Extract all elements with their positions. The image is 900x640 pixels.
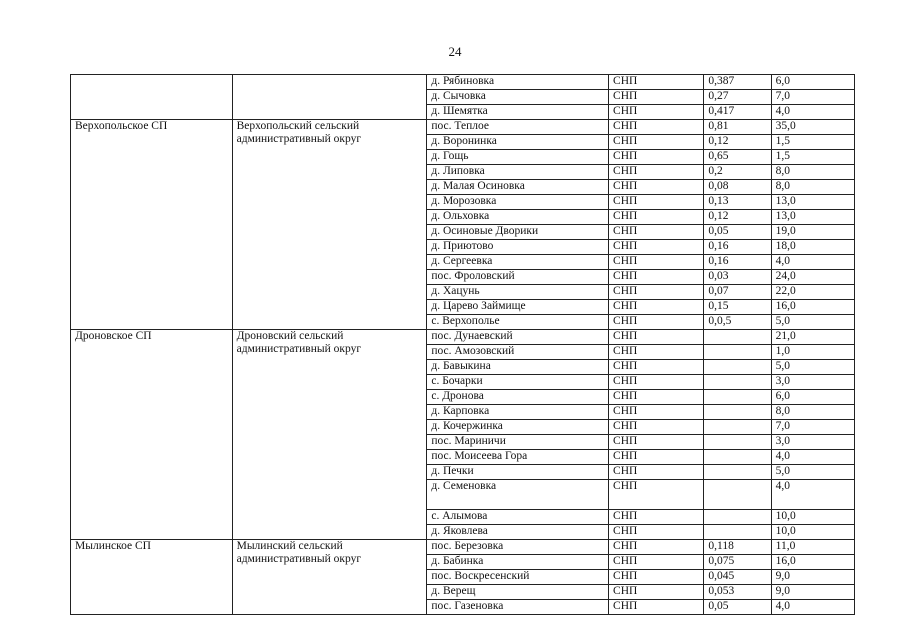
count-value-cell: 9,0 — [771, 585, 854, 600]
count-value-cell: 4,0 — [771, 450, 854, 465]
count-value-cell: 10,0 — [771, 510, 854, 525]
locality-name-cell: пос. Мариничи — [427, 435, 609, 450]
area-value-cell — [704, 435, 771, 450]
locality-type-cell: СНП — [609, 555, 704, 570]
page-number: 24 — [448, 44, 462, 59]
locality-type-cell: СНП — [609, 285, 704, 300]
count-value-cell: 4,0 — [771, 105, 854, 120]
count-value-cell: 13,0 — [771, 210, 854, 225]
settlement-cell: Дроновское СП — [71, 330, 233, 540]
locality-name-cell: с. Бочарки — [427, 375, 609, 390]
area-value-cell — [704, 330, 771, 345]
locality-type-cell: СНП — [609, 135, 704, 150]
locality-name-cell: пос. Моисеева Гора — [427, 450, 609, 465]
count-value-cell: 6,0 — [771, 75, 854, 90]
count-value-cell: 1,0 — [771, 345, 854, 360]
locality-name-cell: д. Яковлева — [427, 525, 609, 540]
locality-type-cell: СНП — [609, 75, 704, 90]
locality-name-cell: д. Осиновые Дворики — [427, 225, 609, 240]
settlement-cell: Верхопольское СП — [71, 120, 233, 330]
area-value-cell — [704, 405, 771, 420]
locality-name-cell: с. Алымова — [427, 510, 609, 525]
settlement-cell — [71, 75, 233, 120]
locality-type-cell: СНП — [609, 375, 704, 390]
area-value-cell: 0,08 — [704, 180, 771, 195]
count-value-cell: 8,0 — [771, 180, 854, 195]
locality-type-cell: СНП — [609, 225, 704, 240]
count-value-cell: 8,0 — [771, 165, 854, 180]
settlements-table — [70, 74, 855, 615]
settlement-cell: Мылинское СП — [71, 540, 233, 615]
locality-name-cell: д. Ольховка — [427, 210, 609, 225]
locality-type-cell: СНП — [609, 585, 704, 600]
locality-name-cell: д. Кочержинка — [427, 420, 609, 435]
locality-type-cell: СНП — [609, 600, 704, 615]
locality-name-cell: д. Верещ — [427, 585, 609, 600]
locality-type-cell: СНП — [609, 300, 704, 315]
area-value-cell: 0,2 — [704, 165, 771, 180]
locality-type-cell: СНП — [609, 150, 704, 165]
locality-name-cell: пос. Газеновка — [427, 600, 609, 615]
area-value-cell — [704, 420, 771, 435]
area-value-cell: 0,0,5 — [704, 315, 771, 330]
locality-name-cell: пос. Дунаевский — [427, 330, 609, 345]
locality-name-cell: д. Воронинка — [427, 135, 609, 150]
locality-type-cell: СНП — [609, 120, 704, 135]
count-value-cell: 4,0 — [771, 600, 854, 615]
locality-name-cell: д. Рябиновка — [427, 75, 609, 90]
locality-type-cell: СНП — [609, 420, 704, 435]
locality-name-cell: пос. Теплое — [427, 120, 609, 135]
count-value-cell: 3,0 — [771, 435, 854, 450]
area-value-cell: 0,387 — [704, 75, 771, 90]
locality-name-cell: пос. Амозовский — [427, 345, 609, 360]
locality-name-cell: д. Хацунь — [427, 285, 609, 300]
area-value-cell — [704, 465, 771, 480]
area-value-cell — [704, 345, 771, 360]
area-value-cell: 0,118 — [704, 540, 771, 555]
count-value-cell: 3,0 — [771, 375, 854, 390]
locality-name-cell: д. Малая Осиновка — [427, 180, 609, 195]
table-row — [71, 75, 855, 90]
locality-type-cell: СНП — [609, 195, 704, 210]
locality-type-cell: СНП — [609, 105, 704, 120]
locality-type-cell: СНП — [609, 270, 704, 285]
table-row — [71, 540, 855, 555]
district-cell: Мылинский сельский административный округ — [232, 540, 427, 615]
area-value-cell: 0,075 — [704, 555, 771, 570]
area-value-cell — [704, 480, 771, 510]
locality-type-cell: СНП — [609, 180, 704, 195]
count-value-cell: 16,0 — [771, 300, 854, 315]
district-cell — [232, 75, 427, 120]
locality-type-cell: СНП — [609, 90, 704, 105]
locality-type-cell: СНП — [609, 315, 704, 330]
area-value-cell — [704, 450, 771, 465]
count-value-cell: 4,0 — [771, 480, 854, 510]
locality-type-cell: СНП — [609, 480, 704, 510]
count-value-cell: 10,0 — [771, 525, 854, 540]
locality-name-cell: пос. Фроловский — [427, 270, 609, 285]
area-value-cell — [704, 525, 771, 540]
locality-type-cell: СНП — [609, 240, 704, 255]
locality-type-cell: СНП — [609, 390, 704, 405]
locality-type-cell: СНП — [609, 405, 704, 420]
count-value-cell: 22,0 — [771, 285, 854, 300]
locality-type-cell: СНП — [609, 435, 704, 450]
count-value-cell: 35,0 — [771, 120, 854, 135]
locality-name-cell: д. Морозовка — [427, 195, 609, 210]
area-value-cell — [704, 360, 771, 375]
count-value-cell: 1,5 — [771, 135, 854, 150]
locality-name-cell: д. Бабинка — [427, 555, 609, 570]
count-value-cell: 6,0 — [771, 390, 854, 405]
area-value-cell: 0,05 — [704, 225, 771, 240]
count-value-cell: 5,0 — [771, 465, 854, 480]
count-value-cell: 7,0 — [771, 90, 854, 105]
locality-type-cell: СНП — [609, 330, 704, 345]
table-row — [71, 330, 855, 345]
area-value-cell: 0,27 — [704, 90, 771, 105]
locality-name-cell: д. Сычовка — [427, 90, 609, 105]
count-value-cell: 21,0 — [771, 330, 854, 345]
locality-name-cell: д. Карповка — [427, 405, 609, 420]
locality-name-cell: пос. Воскресенский — [427, 570, 609, 585]
locality-name-cell: д. Приютово — [427, 240, 609, 255]
count-value-cell: 5,0 — [771, 315, 854, 330]
count-value-cell: 19,0 — [771, 225, 854, 240]
locality-type-cell: СНП — [609, 255, 704, 270]
area-value-cell: 0,12 — [704, 135, 771, 150]
locality-name-cell: д. Царево Займище — [427, 300, 609, 315]
district-cell: Верхопольский сельский административный округ — [232, 120, 427, 330]
count-value-cell: 9,0 — [771, 570, 854, 585]
area-value-cell: 0,03 — [704, 270, 771, 285]
district-cell: Дроновский сельский административный округ — [232, 330, 427, 540]
locality-type-cell: СНП — [609, 210, 704, 225]
count-value-cell: 13,0 — [771, 195, 854, 210]
locality-type-cell: СНП — [609, 165, 704, 180]
locality-name-cell: д. Бавыкина — [427, 360, 609, 375]
area-value-cell — [704, 510, 771, 525]
locality-name-cell: с. Дронова — [427, 390, 609, 405]
locality-name-cell: д. Шемятка — [427, 105, 609, 120]
locality-name-cell: д. Гощь — [427, 150, 609, 165]
locality-name-cell: д. Печки — [427, 465, 609, 480]
area-value-cell: 0,81 — [704, 120, 771, 135]
table-row — [71, 120, 855, 135]
locality-type-cell: СНП — [609, 525, 704, 540]
locality-type-cell: СНП — [609, 345, 704, 360]
area-value-cell: 0,13 — [704, 195, 771, 210]
count-value-cell: 16,0 — [771, 555, 854, 570]
area-value-cell — [704, 375, 771, 390]
locality-name-cell: пос. Березовка — [427, 540, 609, 555]
locality-type-cell: СНП — [609, 540, 704, 555]
locality-type-cell: СНП — [609, 570, 704, 585]
area-value-cell: 0,05 — [704, 600, 771, 615]
area-value-cell: 0,12 — [704, 210, 771, 225]
area-value-cell — [704, 390, 771, 405]
area-value-cell: 0,16 — [704, 240, 771, 255]
locality-type-cell: СНП — [609, 510, 704, 525]
area-value-cell: 0,16 — [704, 255, 771, 270]
count-value-cell: 11,0 — [771, 540, 854, 555]
count-value-cell: 1,5 — [771, 150, 854, 165]
locality-type-cell: СНП — [609, 450, 704, 465]
locality-name-cell: с. Верхополье — [427, 315, 609, 330]
area-value-cell: 0,417 — [704, 105, 771, 120]
locality-type-cell: СНП — [609, 360, 704, 375]
count-value-cell: 7,0 — [771, 420, 854, 435]
count-value-cell: 18,0 — [771, 240, 854, 255]
locality-type-cell: СНП — [609, 465, 704, 480]
count-value-cell: 24,0 — [771, 270, 854, 285]
settlements-table-body — [71, 75, 855, 615]
count-value-cell: 4,0 — [771, 255, 854, 270]
locality-name-cell: д. Сергеевка — [427, 255, 609, 270]
area-value-cell: 0,65 — [704, 150, 771, 165]
locality-name-cell: д. Липовка — [427, 165, 609, 180]
locality-name-cell: д. Семеновка — [427, 480, 609, 510]
area-value-cell: 0,045 — [704, 570, 771, 585]
count-value-cell: 8,0 — [771, 405, 854, 420]
area-value-cell: 0,053 — [704, 585, 771, 600]
area-value-cell: 0,15 — [704, 300, 771, 315]
count-value-cell: 5,0 — [771, 360, 854, 375]
area-value-cell: 0,07 — [704, 285, 771, 300]
